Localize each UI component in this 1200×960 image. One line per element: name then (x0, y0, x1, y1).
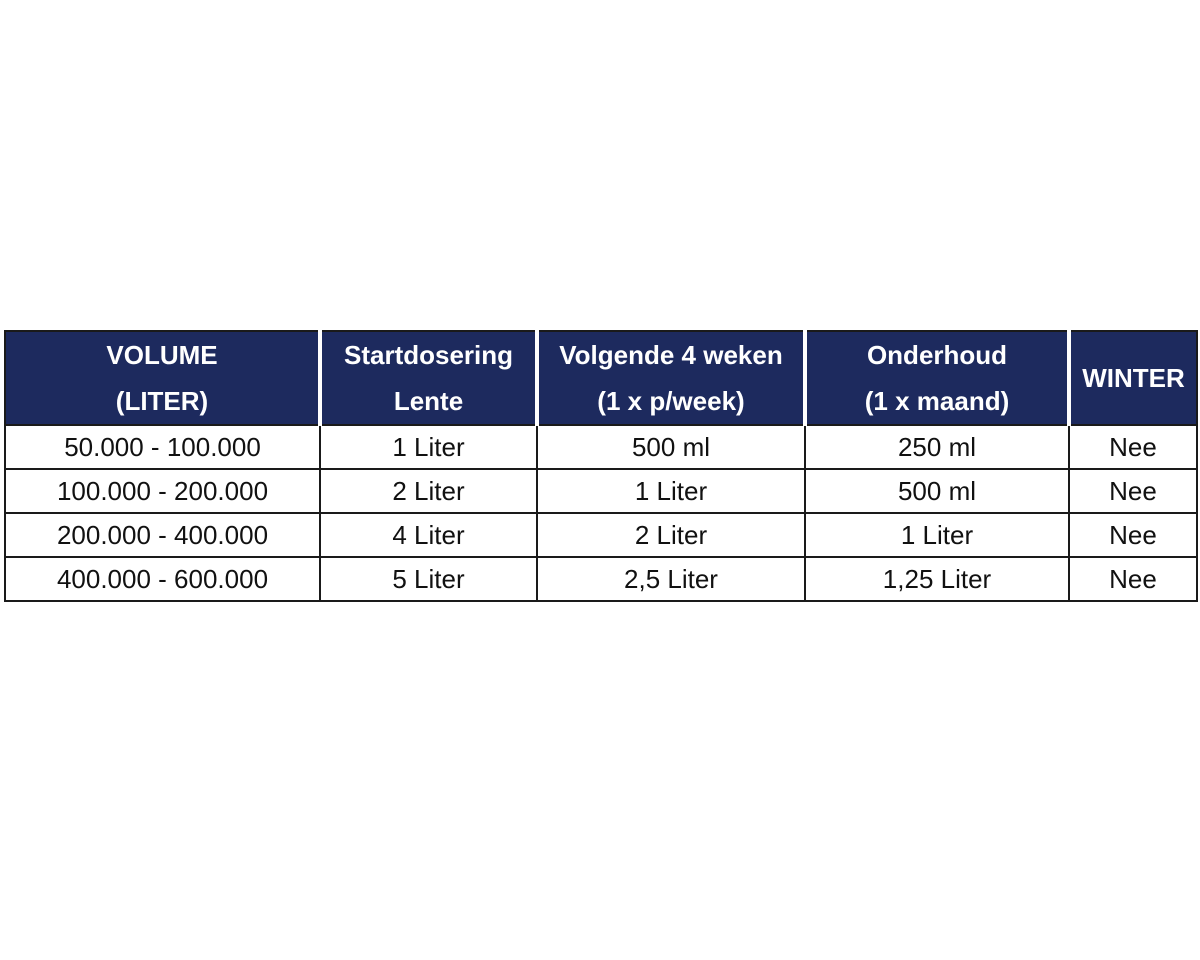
cell-volgende: 2,5 Liter (537, 557, 805, 601)
header-volume (5, 331, 320, 425)
header-startdosering-line1: Startdosering (343, 340, 514, 370)
table-header-row (5, 331, 1197, 425)
cell-startdosering: 5 Liter (320, 557, 537, 601)
cell-winter: Nee (1069, 513, 1197, 557)
cell-startdosering: 1 Liter (320, 425, 537, 469)
cell-volgende: 2 Liter (537, 513, 805, 557)
header-volgende-line2: (1 x p/week) (597, 386, 745, 416)
cell-volume: 100.000 - 200.000 (5, 469, 320, 513)
header-volgende-4-weken (537, 331, 805, 425)
header-onderhoud (805, 331, 1069, 425)
cell-volgende: 500 ml (537, 425, 805, 469)
table-row (5, 513, 1197, 557)
cell-volume: 200.000 - 400.000 (5, 513, 320, 557)
cell-onderhoud: 1 Liter (805, 513, 1069, 557)
cell-winter: Nee (1069, 425, 1197, 469)
cell-winter: Nee (1069, 469, 1197, 513)
table-row (5, 425, 1197, 469)
cell-winter: Nee (1069, 557, 1197, 601)
dosage-table (4, 330, 1198, 602)
cell-onderhoud: 500 ml (805, 469, 1069, 513)
cell-onderhoud: 250 ml (805, 425, 1069, 469)
cell-startdosering: 4 Liter (320, 513, 537, 557)
header-winter-line1: WINTER (1082, 363, 1185, 393)
header-volume-line2: (LITER) (115, 386, 209, 416)
table-row (5, 469, 1197, 513)
table-row (5, 557, 1197, 601)
cell-startdosering: 2 Liter (320, 469, 537, 513)
cell-volume: 50.000 - 100.000 (5, 425, 320, 469)
header-volgende-line1: Volgende 4 weken (559, 340, 783, 370)
header-winter (1069, 331, 1197, 425)
header-onderhoud-line1: Onderhoud (866, 340, 1008, 370)
header-startdosering (320, 331, 537, 425)
header-onderhoud-line2: (1 x maand) (864, 386, 1010, 416)
cell-onderhoud: 1,25 Liter (805, 557, 1069, 601)
cell-volgende: 1 Liter (537, 469, 805, 513)
cell-volume: 400.000 - 600.000 (5, 557, 320, 601)
header-volume-line1: VOLUME (106, 340, 218, 370)
header-startdosering-line2: Lente (393, 386, 464, 416)
